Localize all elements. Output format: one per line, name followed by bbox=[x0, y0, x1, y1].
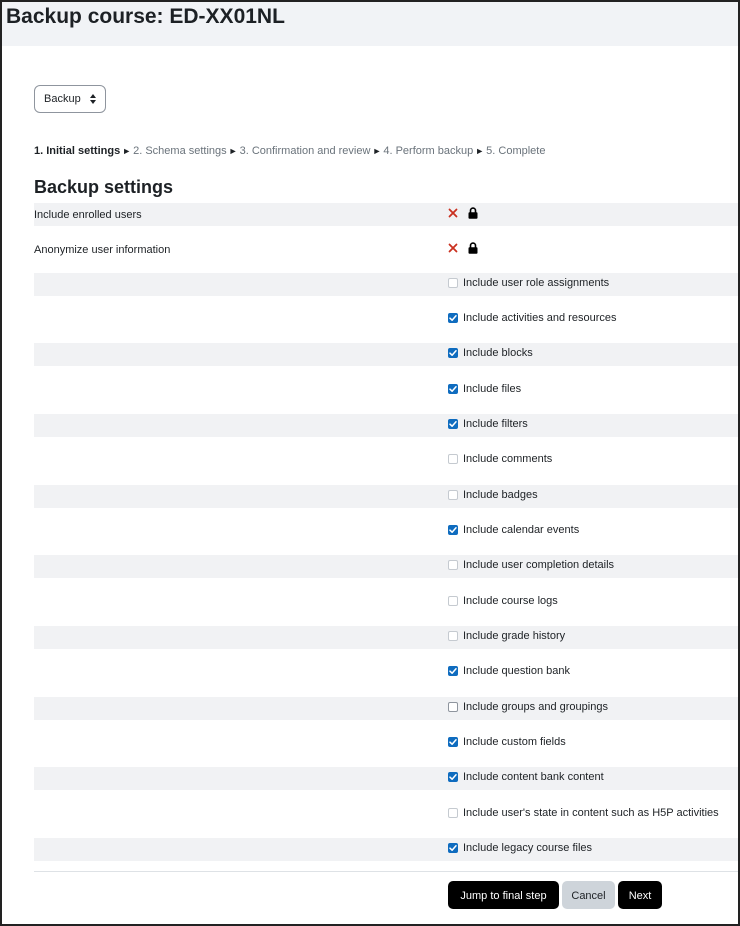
setting-option-label: Include user completion details bbox=[463, 559, 615, 571]
checkbox-checked[interactable] bbox=[448, 384, 458, 394]
progress-step: 5. Complete bbox=[486, 145, 546, 157]
setting-row bbox=[34, 449, 740, 472]
step-separator-icon: ► bbox=[122, 146, 132, 156]
setting-option[interactable] bbox=[448, 701, 608, 713]
setting-row-locked bbox=[34, 203, 740, 226]
checkbox-checked[interactable] bbox=[448, 772, 458, 782]
progress-step: 2. Schema settings bbox=[133, 145, 227, 157]
setting-row bbox=[34, 661, 740, 684]
setting-row bbox=[34, 273, 740, 296]
setting-option[interactable] bbox=[448, 347, 533, 359]
setting-option[interactable] bbox=[448, 665, 570, 677]
progress-step: 3. Confirmation and review bbox=[239, 145, 371, 157]
setting-option-label: Include calendar events bbox=[463, 524, 580, 536]
setting-option-label: Include filters bbox=[463, 418, 528, 430]
setting-option[interactable] bbox=[448, 842, 592, 854]
setting-row bbox=[34, 414, 740, 437]
backup-progress-steps bbox=[34, 145, 545, 157]
setting-row bbox=[34, 697, 740, 720]
setting-row bbox=[34, 803, 740, 826]
setting-option[interactable] bbox=[448, 771, 604, 783]
setting-locked-value bbox=[448, 207, 478, 219]
setting-option-label: Include activities and resources bbox=[463, 312, 617, 324]
setting-row bbox=[34, 485, 740, 508]
step-separator-icon: ► bbox=[228, 146, 238, 156]
checkbox-unchecked bbox=[448, 454, 458, 464]
setting-option-label: Include files bbox=[463, 383, 522, 395]
checkbox-checked[interactable] bbox=[448, 843, 458, 853]
setting-option-label: Include user role assignments bbox=[463, 277, 610, 289]
checkbox-unchecked bbox=[448, 631, 458, 641]
checkbox-checked[interactable] bbox=[448, 737, 458, 747]
setting-option bbox=[448, 595, 558, 607]
sort-caret-icon bbox=[90, 94, 96, 104]
jump-to-final-step-button[interactable]: Jump to final step bbox=[448, 881, 559, 909]
setting-row bbox=[34, 591, 740, 614]
checkbox-unchecked bbox=[448, 278, 458, 288]
setting-option-label: Include custom fields bbox=[463, 736, 566, 748]
backup-mode-select-value: Backup bbox=[44, 93, 81, 105]
setting-row bbox=[34, 555, 740, 578]
setting-option-label: Include badges bbox=[463, 489, 538, 501]
form-divider bbox=[34, 871, 740, 872]
setting-row-locked bbox=[34, 238, 740, 261]
lock-icon bbox=[468, 242, 478, 254]
setting-option-label: Include course logs bbox=[463, 595, 558, 607]
cancel-button[interactable]: Cancel bbox=[562, 881, 615, 909]
setting-row bbox=[34, 343, 740, 366]
setting-option[interactable] bbox=[448, 312, 616, 324]
setting-option-label: Include content bank content bbox=[463, 771, 604, 783]
setting-row bbox=[34, 838, 740, 861]
cross-icon bbox=[448, 208, 458, 218]
cross-icon bbox=[448, 243, 458, 253]
checkbox-unchecked bbox=[448, 560, 458, 570]
checkbox-unchecked[interactable] bbox=[448, 702, 458, 712]
backup-mode-select[interactable] bbox=[34, 85, 106, 113]
page-title: Backup course: ED-XX01NL bbox=[6, 5, 285, 28]
page-header bbox=[2, 2, 738, 46]
checkbox-unchecked bbox=[448, 808, 458, 818]
setting-option[interactable] bbox=[448, 418, 528, 430]
setting-option bbox=[448, 277, 609, 289]
setting-label: Include enrolled users bbox=[34, 209, 142, 221]
setting-row bbox=[34, 308, 740, 331]
checkbox-unchecked bbox=[448, 596, 458, 606]
checkbox-checked[interactable] bbox=[448, 313, 458, 323]
setting-option-label: Include legacy course files bbox=[463, 842, 593, 854]
setting-option-label: Include comments bbox=[463, 453, 553, 465]
setting-row bbox=[34, 626, 740, 649]
setting-option-label: Include grade history bbox=[463, 630, 566, 642]
checkbox-checked[interactable] bbox=[448, 666, 458, 676]
lock-icon bbox=[468, 207, 478, 219]
setting-locked-value bbox=[448, 242, 478, 254]
setting-option bbox=[448, 559, 614, 571]
progress-step: 4. Perform backup bbox=[383, 145, 474, 157]
setting-option-label: Include blocks bbox=[463, 347, 533, 359]
setting-option bbox=[448, 489, 538, 501]
setting-option bbox=[448, 630, 565, 642]
setting-option-label: Include user's state in content such as H5P activities bbox=[463, 807, 719, 819]
section-title: Backup settings bbox=[34, 177, 174, 197]
setting-option[interactable] bbox=[448, 736, 566, 748]
setting-row bbox=[34, 767, 740, 790]
setting-row bbox=[34, 520, 740, 543]
step-separator-icon: ► bbox=[372, 146, 382, 156]
setting-row bbox=[34, 732, 740, 755]
step-separator-icon: ► bbox=[475, 146, 485, 156]
setting-row bbox=[34, 379, 740, 402]
setting-label: Anonymize user information bbox=[34, 244, 171, 256]
checkbox-unchecked bbox=[448, 490, 458, 500]
next-button[interactable]: Next bbox=[618, 881, 662, 909]
setting-option-label: Include groups and groupings bbox=[463, 701, 608, 713]
checkbox-checked[interactable] bbox=[448, 525, 458, 535]
checkbox-checked[interactable] bbox=[448, 348, 458, 358]
progress-step: 1. Initial settings bbox=[34, 145, 121, 157]
setting-option bbox=[448, 453, 552, 465]
setting-option-label: Include question bank bbox=[463, 665, 571, 677]
setting-option[interactable] bbox=[448, 383, 521, 395]
setting-option bbox=[448, 807, 719, 819]
checkbox-checked[interactable] bbox=[448, 419, 458, 429]
setting-option[interactable] bbox=[448, 524, 579, 536]
